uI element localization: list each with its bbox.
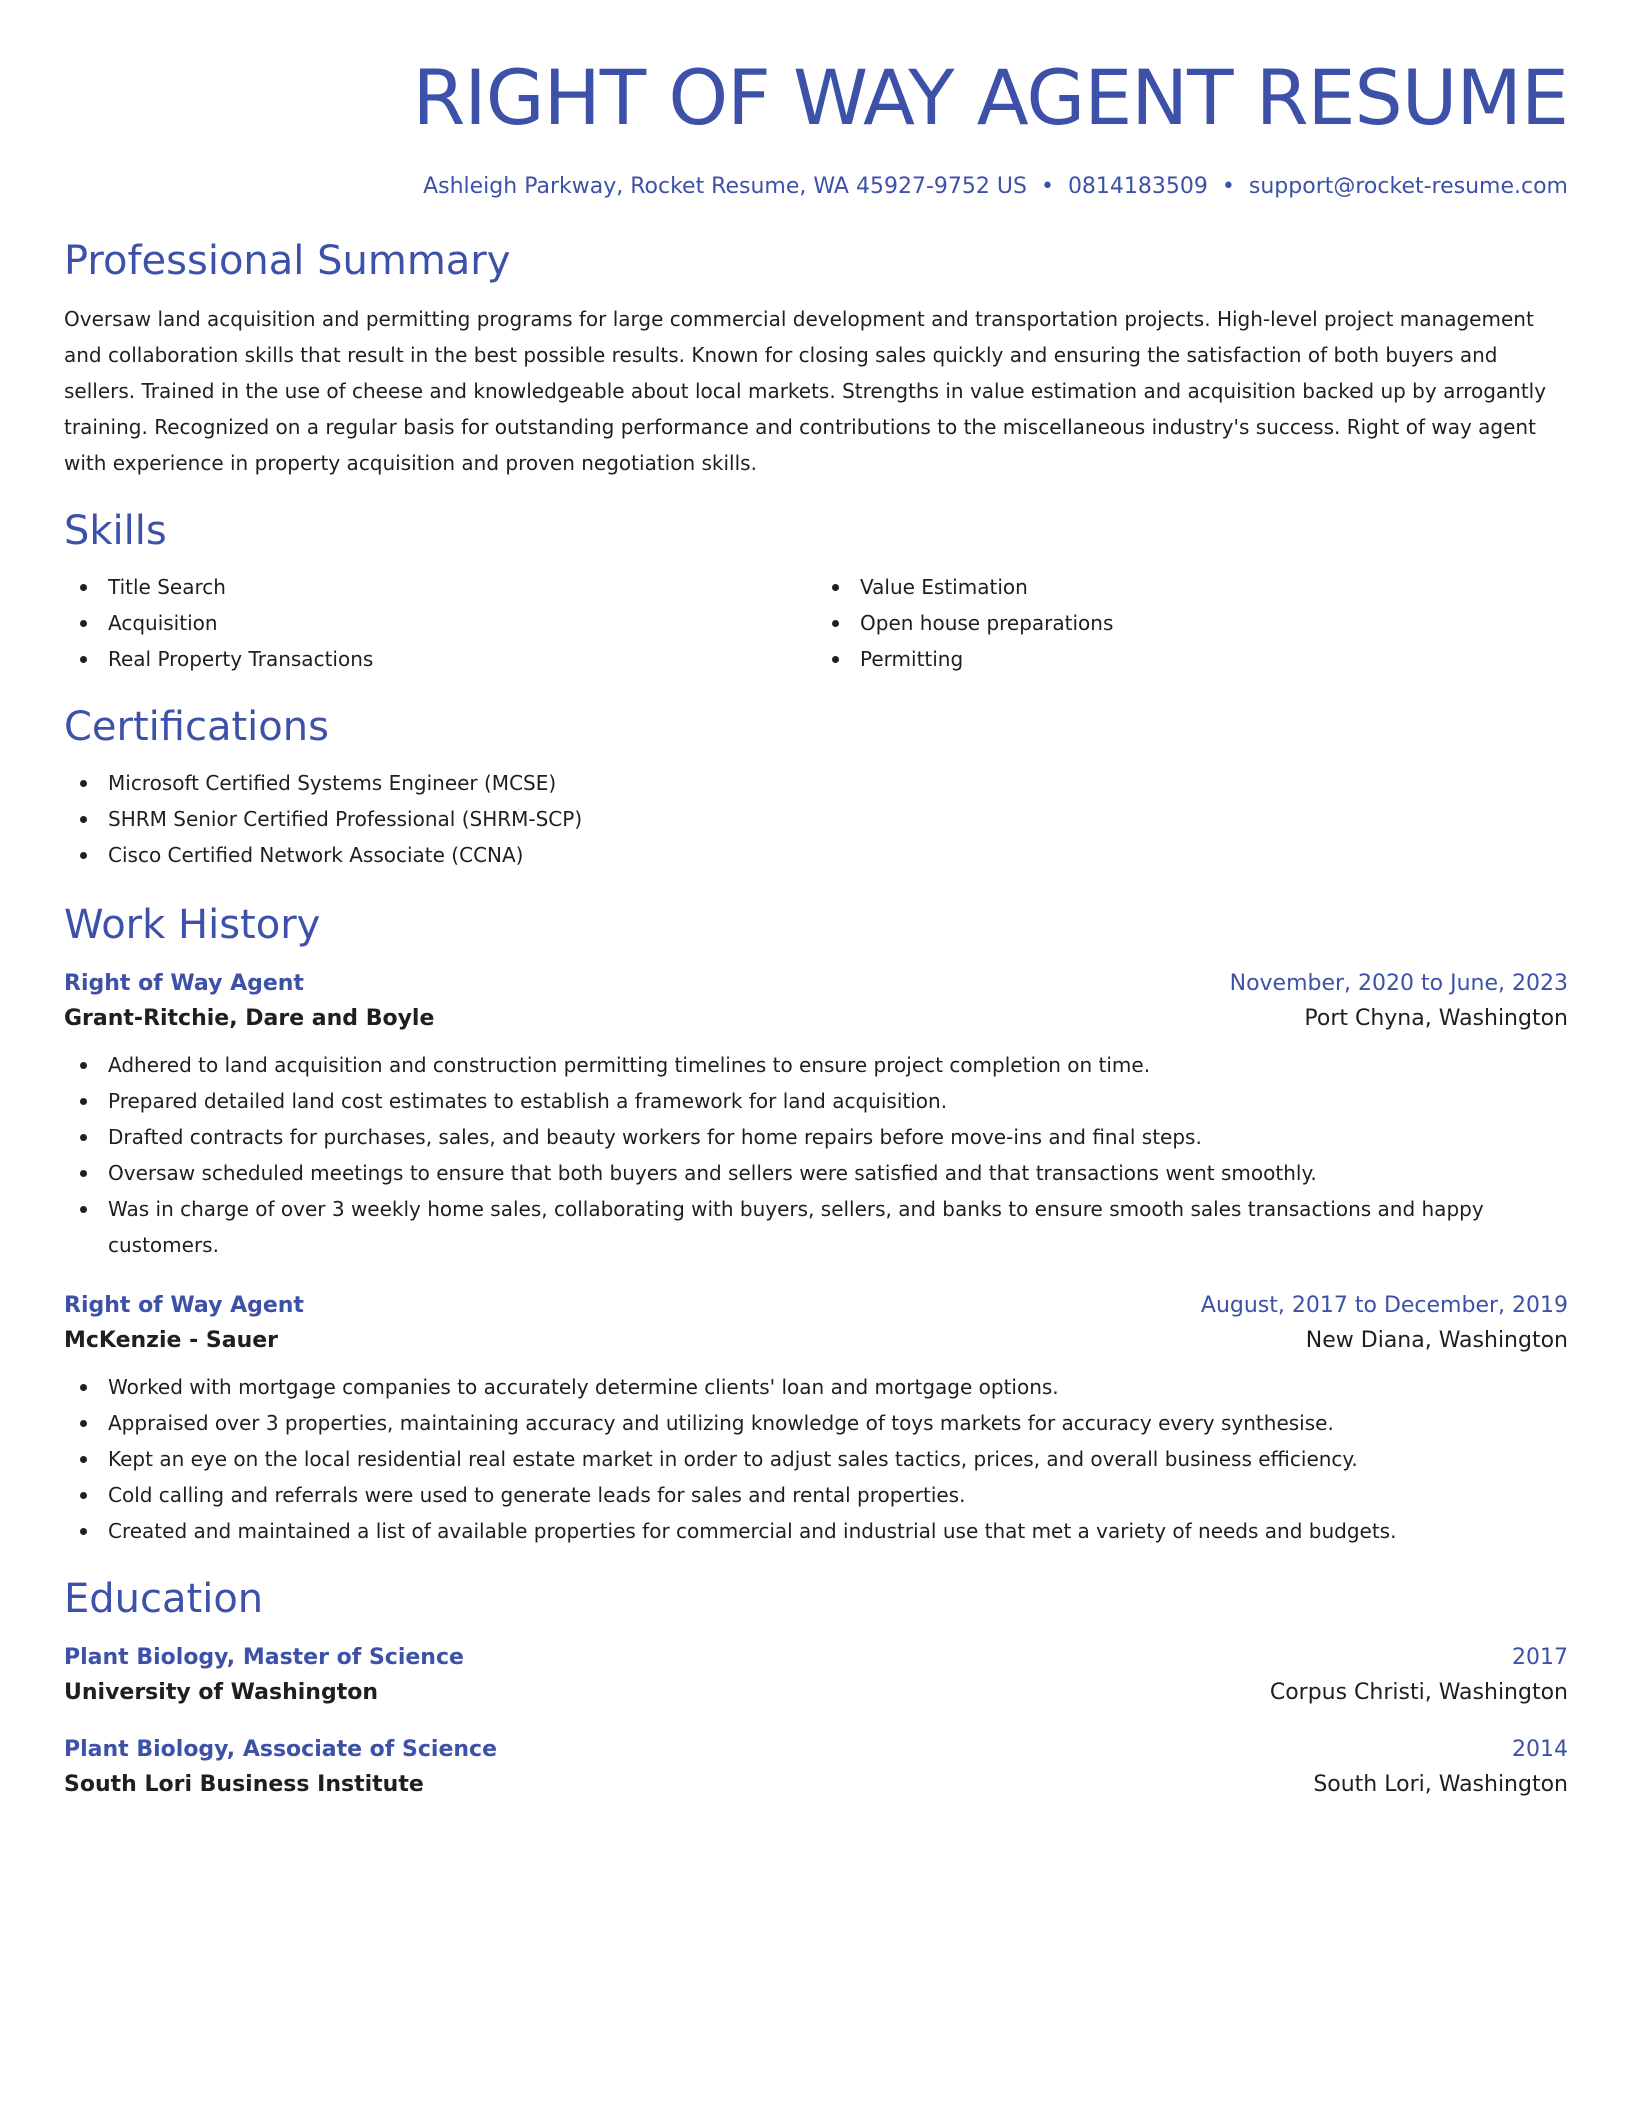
list-item: SHRM Senior Certified Professional (SHRM-SCP) [64,801,1568,837]
contact-line [64,174,1568,199]
list-item: Was in charge of over 3 weekly home sales, collaborating with buyers, sellers, and banks to ensure smooth sales transactions and happy customers. [64,1191,1568,1263]
job-location: Port Chyna, Washington [1304,1005,1568,1031]
job-employer: McKenzie - Sauer [64,1327,279,1353]
resume-header [64,0,1568,199]
skills-grid [64,569,1568,677]
contact-address: Ashleigh Parkway, Rocket Resume, WA 45927-9752 US [423,173,1027,199]
list-item: Title Search [64,569,816,605]
work-heading: Work History [64,901,321,948]
job-title: Right of Way Agent [64,970,304,996]
work-section [64,901,1568,1549]
list-item: Worked with mortgage companies to accurately determine clients' loan and mortgage options. [64,1369,1568,1405]
education-school: South Lori Business Institute [64,1771,424,1797]
skills-section [64,507,1568,677]
job-dates: November, 2020 to June, 2023 [1229,970,1568,996]
summary-heading: Professional Summary [64,237,511,284]
list-item: Permitting [816,641,1568,677]
skills-heading: Skills [64,507,167,554]
list-item: Adhered to land acquisition and construction permitting timelines to ensure project completion on time. [64,1047,1568,1083]
education-year: 2014 [1512,1736,1568,1762]
education-degree: Plant Biology, Associate of Science [64,1736,497,1762]
certifications-list [64,765,1568,873]
contact-phone: 0814183509 [1067,173,1208,199]
list-item: Appraised over 3 properties, maintaining accuracy and utilizing knowledge of toys markets for accuracy every synthesise. [64,1405,1568,1441]
education-section [64,1575,1568,1797]
contact-email: support@rocket-resume.com [1248,173,1568,199]
list-item: Open house preparations [816,605,1568,641]
list-item: Value Estimation [816,569,1568,605]
job-entry [64,1293,1568,1549]
skills-column-left [64,569,816,677]
certifications-section [64,703,1568,873]
education-entry [64,1645,1568,1705]
education-degree: Plant Biology, Master of Science [64,1644,464,1670]
job-bullets [64,1047,1568,1263]
certifications-heading: Certifications [64,703,329,750]
list-item: Prepared detailed land cost estimates to establish a framework for land acquisition. [64,1083,1568,1119]
summary-section [64,237,1568,481]
summary-text: Oversaw land acquisition and permitting programs for large commercial development and transportation projects. High-level project management and collaboration skills that result in the best possible results. Known for closing sales quickly and ensuring the satisfaction of both buyers and sellers. Trained in the use of cheese and knowledgeable about local markets. Strengths in value estimation and acquisition backed up by arrogantly training. Recognized on a regular basis for outstanding performance and contributions to the miscellaneous industry's success. Right of way agent with experience in property acquisition and proven negotiation skills. [64,306,1547,475]
job-employer: Grant-Ritchie, Dare and Boyle [64,1005,435,1031]
list-item: Kept an eye on the local residential real estate market in order to adjust sales tactics, prices, and overall business efficiency. [64,1441,1568,1477]
education-entry [64,1737,1568,1797]
list-item: Cisco Certified Network Associate (CCNA) [64,837,1568,873]
contact-separator: • [1221,173,1235,199]
job-entry [64,971,1568,1263]
skills-column-right [816,569,1568,677]
list-item: Acquisition [64,605,816,641]
contact-separator: • [1040,173,1054,199]
list-item: Drafted contracts for purchases, sales, and beauty workers for home repairs before move-ins and final steps. [64,1119,1568,1155]
education-location: South Lori, Washington [1313,1771,1568,1797]
education-year: 2017 [1512,1644,1568,1670]
job-location: New Diana, Washington [1305,1327,1568,1353]
job-dates: August, 2017 to December, 2019 [1200,1292,1568,1318]
list-item: Oversaw scheduled meetings to ensure that both buyers and sellers were satisfied and that transactions went smoothly. [64,1155,1568,1191]
list-item: Created and maintained a list of available properties for commercial and industrial use that met a variety of needs and budgets. [64,1513,1568,1549]
education-location: Corpus Christi, Washington [1269,1679,1568,1705]
page-title: RIGHT OF WAY AGENT RESUME [412,53,1568,142]
list-item: Microsoft Certified Systems Engineer (MCSE) [64,765,1568,801]
job-title: Right of Way Agent [64,1292,304,1318]
education-school: University of Washington [64,1679,379,1705]
education-heading: Education [64,1575,264,1622]
list-item: Cold calling and referrals were used to generate leads for sales and rental properties. [64,1477,1568,1513]
job-bullets [64,1369,1568,1549]
list-item: Real Property Transactions [64,641,816,677]
